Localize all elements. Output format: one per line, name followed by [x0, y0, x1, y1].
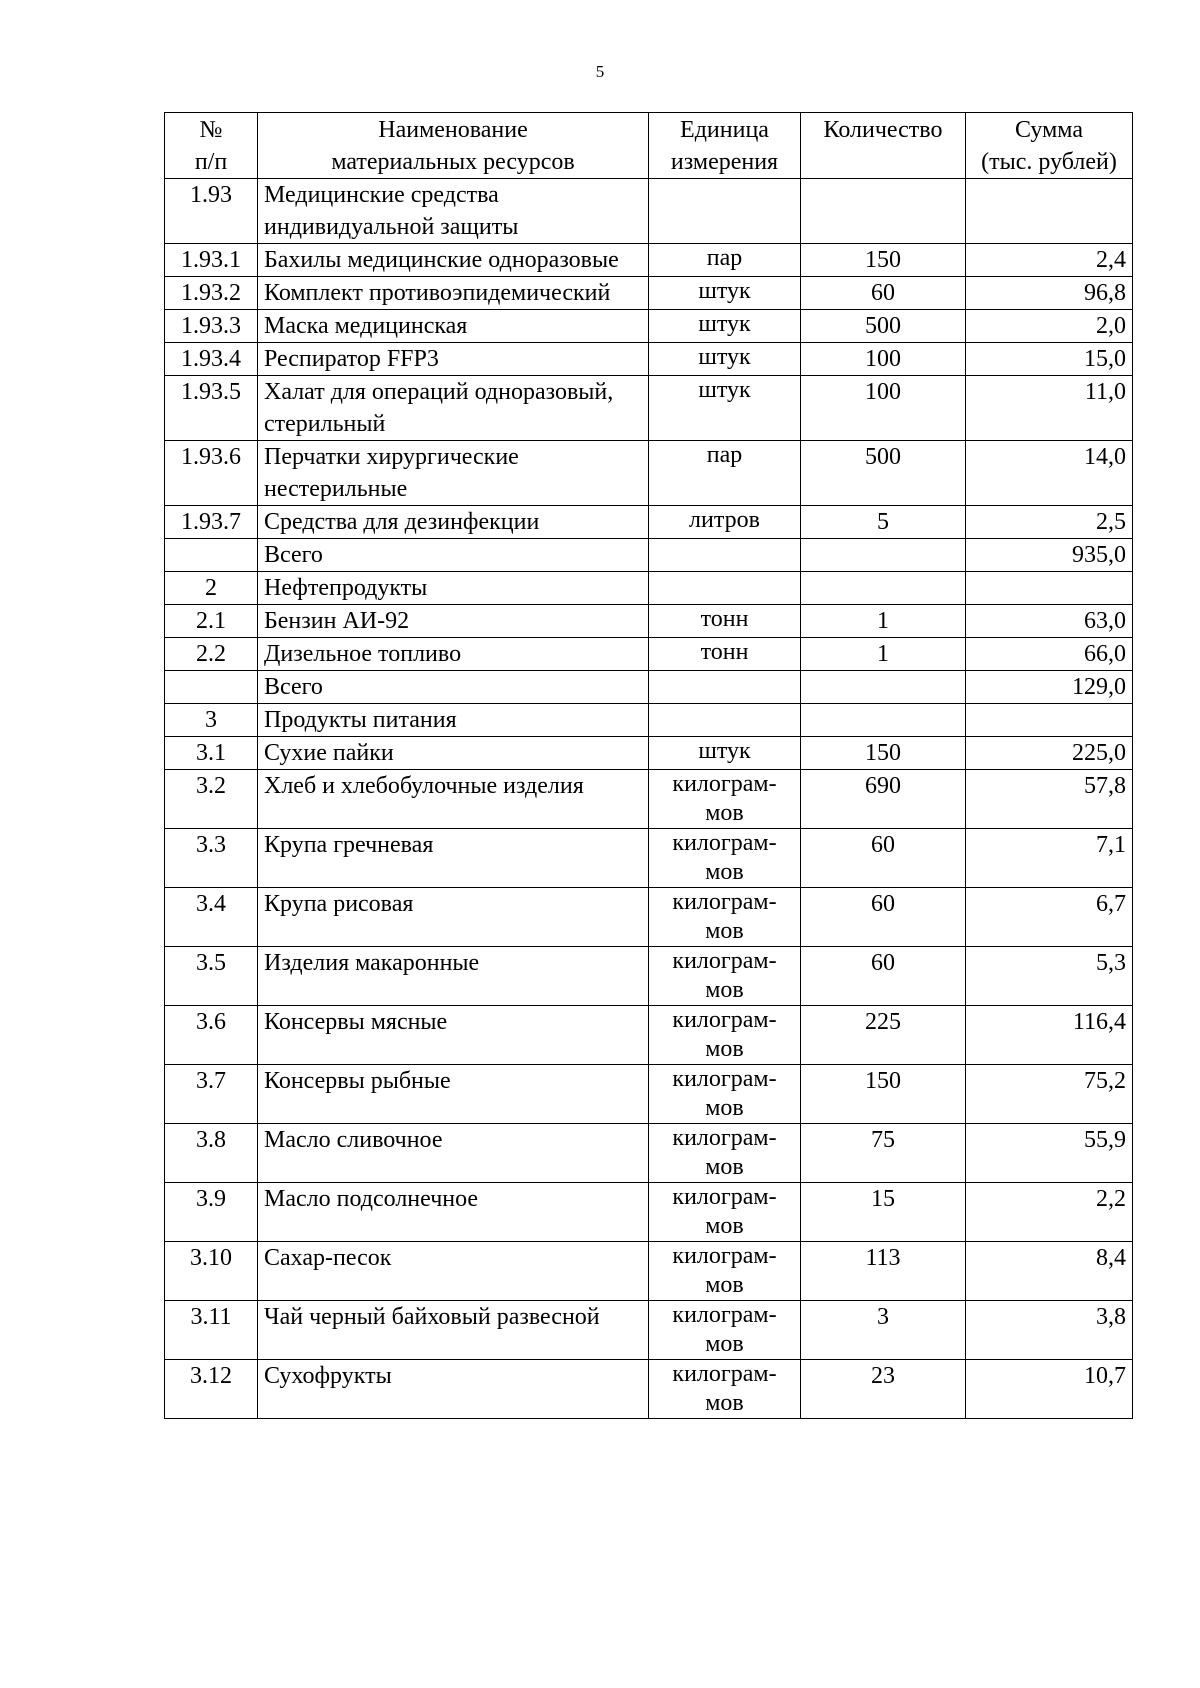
- resource-name-cell: Сухофрукты: [258, 1360, 649, 1419]
- header-quantity-line: Количество: [823, 117, 943, 143]
- sum-cell: [966, 704, 1133, 737]
- unit-cell: тонн: [649, 605, 801, 638]
- resource-name-cell: Масло подсолнечное: [258, 1183, 649, 1242]
- unit-cell: килограм-мов: [649, 770, 801, 829]
- row-number-cell: 1.93.5: [165, 376, 258, 441]
- row-number-cell: 3.1: [165, 737, 258, 770]
- table-row: [165, 947, 1133, 1006]
- table-row: [165, 1360, 1133, 1419]
- sum-cell: 2,0: [966, 310, 1133, 343]
- header-number: [165, 113, 258, 179]
- unit-cell: штук: [649, 737, 801, 770]
- header-unit-line: измерения: [670, 149, 779, 175]
- resource-name-cell: Хлеб и хлебобулочные изделия: [258, 770, 649, 829]
- table-row: [165, 704, 1133, 737]
- table-row: [165, 277, 1133, 310]
- unit-cell: штук: [649, 343, 801, 376]
- header-sum-line: (тыс. рублей): [981, 149, 1117, 175]
- resource-name-cell: Продукты питания: [258, 704, 649, 737]
- sum-cell: 2,2: [966, 1183, 1133, 1242]
- resource-name-cell: Всего: [258, 539, 649, 572]
- resource-name-cell: Консервы мясные: [258, 1006, 649, 1065]
- unit-cell: килограм-мов: [649, 1242, 801, 1301]
- page-number: 5: [595, 62, 605, 81]
- resource-name-cell: Средства для дезинфекции: [258, 506, 649, 539]
- header-unit: [649, 113, 801, 179]
- quantity-cell: [801, 179, 966, 244]
- unit-cell: тонн: [649, 638, 801, 671]
- resource-name-cell: Халат для операций одноразовый, стерильный: [258, 376, 649, 441]
- table-row: [165, 441, 1133, 506]
- resource-name-cell: Бахилы медицинские одноразовые: [258, 244, 649, 277]
- resource-name-cell: Крупа рисовая: [258, 888, 649, 947]
- resource-name-cell: Медицинские средства индивидуальной защиты: [258, 179, 649, 244]
- quantity-cell: 500: [801, 441, 966, 506]
- header-name: [258, 113, 649, 179]
- row-number-cell: 3.6: [165, 1006, 258, 1065]
- row-number-cell: 3.7: [165, 1065, 258, 1124]
- quantity-cell: 113: [801, 1242, 966, 1301]
- table-row: [165, 671, 1133, 704]
- unit-cell: килограм-мов: [649, 1006, 801, 1065]
- sum-cell: 3,8: [966, 1301, 1133, 1360]
- quantity-cell: 60: [801, 277, 966, 310]
- quantity-cell: 150: [801, 1065, 966, 1124]
- sum-cell: 14,0: [966, 441, 1133, 506]
- resource-name-cell: Нефтепродукты: [258, 572, 649, 605]
- header-number-line: №: [199, 117, 223, 143]
- row-number-cell: [165, 539, 258, 572]
- table-row: [165, 770, 1133, 829]
- unit-cell: килограм-мов: [649, 1301, 801, 1360]
- table-row: [165, 638, 1133, 671]
- header-sum-line: Сумма: [1015, 117, 1083, 143]
- row-number-cell: 2.2: [165, 638, 258, 671]
- row-number-cell: 3.10: [165, 1242, 258, 1301]
- quantity-cell: 150: [801, 737, 966, 770]
- table-header-row: [165, 113, 1133, 179]
- table-row: [165, 343, 1133, 376]
- row-number-cell: 1.93.3: [165, 310, 258, 343]
- sum-cell: 2,4: [966, 244, 1133, 277]
- resources-table: [164, 112, 1133, 1419]
- quantity-cell: 23: [801, 1360, 966, 1419]
- unit-cell: штук: [649, 277, 801, 310]
- row-number-cell: 3.8: [165, 1124, 258, 1183]
- unit-cell: литров: [649, 506, 801, 539]
- quantity-cell: 500: [801, 310, 966, 343]
- header-number-line: п/п: [194, 149, 228, 175]
- row-number-cell: 1.93.6: [165, 441, 258, 506]
- sum-cell: 11,0: [966, 376, 1133, 441]
- sum-cell: 63,0: [966, 605, 1133, 638]
- row-number-cell: 3.4: [165, 888, 258, 947]
- row-number-cell: 3.3: [165, 829, 258, 888]
- resource-name-cell: Консервы рыбные: [258, 1065, 649, 1124]
- quantity-cell: 100: [801, 343, 966, 376]
- header-name-line: Наименование: [378, 117, 528, 143]
- unit-cell: килограм-мов: [649, 1124, 801, 1183]
- sum-cell: 7,1: [966, 829, 1133, 888]
- quantity-cell: 1: [801, 605, 966, 638]
- table-row: [165, 244, 1133, 277]
- unit-cell: штук: [649, 376, 801, 441]
- sum-cell: 75,2: [966, 1065, 1133, 1124]
- table-row: [165, 506, 1133, 539]
- table-row: [165, 829, 1133, 888]
- sum-cell: 66,0: [966, 638, 1133, 671]
- table-row: [165, 605, 1133, 638]
- quantity-cell: [801, 572, 966, 605]
- resource-name-cell: Комплект противоэпидемический: [258, 277, 649, 310]
- unit-cell: килограм-мов: [649, 1360, 801, 1419]
- sum-cell: 935,0: [966, 539, 1133, 572]
- quantity-cell: [801, 671, 966, 704]
- quantity-cell: 100: [801, 376, 966, 441]
- unit-cell: [649, 539, 801, 572]
- resource-name-cell: Всего: [258, 671, 649, 704]
- header-unit-line: Единица: [680, 117, 769, 143]
- unit-cell: килограм-мов: [649, 1183, 801, 1242]
- row-number-cell: 2.1: [165, 605, 258, 638]
- sum-cell: [966, 572, 1133, 605]
- unit-cell: килограм-мов: [649, 829, 801, 888]
- unit-cell: килограм-мов: [649, 888, 801, 947]
- table-row: [165, 310, 1133, 343]
- row-number-cell: 3.9: [165, 1183, 258, 1242]
- resource-name-cell: Маска медицинская: [258, 310, 649, 343]
- unit-cell: штук: [649, 310, 801, 343]
- table-row: [165, 1065, 1133, 1124]
- row-number-cell: 1.93.1: [165, 244, 258, 277]
- table-row: [165, 737, 1133, 770]
- sum-cell: 129,0: [966, 671, 1133, 704]
- quantity-cell: 60: [801, 829, 966, 888]
- quantity-cell: [801, 704, 966, 737]
- resource-name-cell: Масло сливочное: [258, 1124, 649, 1183]
- header-quantity: [801, 113, 966, 179]
- quantity-cell: 60: [801, 947, 966, 1006]
- resource-name-cell: Дизельное топливо: [258, 638, 649, 671]
- unit-cell: [649, 179, 801, 244]
- sum-cell: [966, 179, 1133, 244]
- row-number-cell: 1.93.2: [165, 277, 258, 310]
- quantity-cell: 60: [801, 888, 966, 947]
- unit-cell: [649, 572, 801, 605]
- resource-name-cell: Изделия макаронные: [258, 947, 649, 1006]
- unit-cell: килограм-мов: [649, 1065, 801, 1124]
- quantity-cell: 690: [801, 770, 966, 829]
- quantity-cell: 75: [801, 1124, 966, 1183]
- quantity-cell: 15: [801, 1183, 966, 1242]
- quantity-cell: 225: [801, 1006, 966, 1065]
- quantity-cell: 3: [801, 1301, 966, 1360]
- quantity-cell: [801, 539, 966, 572]
- sum-cell: 116,4: [966, 1006, 1133, 1065]
- quantity-cell: 1: [801, 638, 966, 671]
- resource-name-cell: Респиратор FFP3: [258, 343, 649, 376]
- sum-cell: 96,8: [966, 277, 1133, 310]
- resource-name-cell: Перчатки хирургические нестерильные: [258, 441, 649, 506]
- resource-name-cell: Крупа гречневая: [258, 829, 649, 888]
- resource-name-cell: Сухие пайки: [258, 737, 649, 770]
- table-row: [165, 1301, 1133, 1360]
- resource-name-cell: Сахар-песок: [258, 1242, 649, 1301]
- resource-name-cell: Бензин АИ-92: [258, 605, 649, 638]
- unit-cell: [649, 671, 801, 704]
- unit-cell: пар: [649, 244, 801, 277]
- table-row: [165, 1006, 1133, 1065]
- row-number-cell: 1.93.7: [165, 506, 258, 539]
- unit-cell: пар: [649, 441, 801, 506]
- row-number-cell: 3: [165, 704, 258, 737]
- row-number-cell: 3.12: [165, 1360, 258, 1419]
- header-name-line: материальных ресурсов: [331, 149, 575, 175]
- unit-cell: [649, 704, 801, 737]
- table-row: [165, 1183, 1133, 1242]
- row-number-cell: 1.93.4: [165, 343, 258, 376]
- table-row: [165, 1242, 1133, 1301]
- quantity-cell: 5: [801, 506, 966, 539]
- table-body: [165, 179, 1133, 1419]
- sum-cell: 225,0: [966, 737, 1133, 770]
- row-number-cell: 1.93: [165, 179, 258, 244]
- row-number-cell: 3.11: [165, 1301, 258, 1360]
- unit-cell: килограм-мов: [649, 947, 801, 1006]
- sum-cell: 10,7: [966, 1360, 1133, 1419]
- sum-cell: 15,0: [966, 343, 1133, 376]
- table-row: [165, 376, 1133, 441]
- sum-cell: 6,7: [966, 888, 1133, 947]
- sum-cell: 8,4: [966, 1242, 1133, 1301]
- sum-cell: 55,9: [966, 1124, 1133, 1183]
- table-row: [165, 888, 1133, 947]
- sum-cell: 57,8: [966, 770, 1133, 829]
- row-number-cell: 3.5: [165, 947, 258, 1006]
- quantity-cell: 150: [801, 244, 966, 277]
- header-sum: [966, 113, 1133, 179]
- table-row: [165, 539, 1133, 572]
- row-number-cell: 3.2: [165, 770, 258, 829]
- resource-name-cell: Чай черный байховый развесной: [258, 1301, 649, 1360]
- table-row: [165, 1124, 1133, 1183]
- table-row: [165, 179, 1133, 244]
- row-number-cell: 2: [165, 572, 258, 605]
- sum-cell: 5,3: [966, 947, 1133, 1006]
- row-number-cell: [165, 671, 258, 704]
- sum-cell: 2,5: [966, 506, 1133, 539]
- table-row: [165, 572, 1133, 605]
